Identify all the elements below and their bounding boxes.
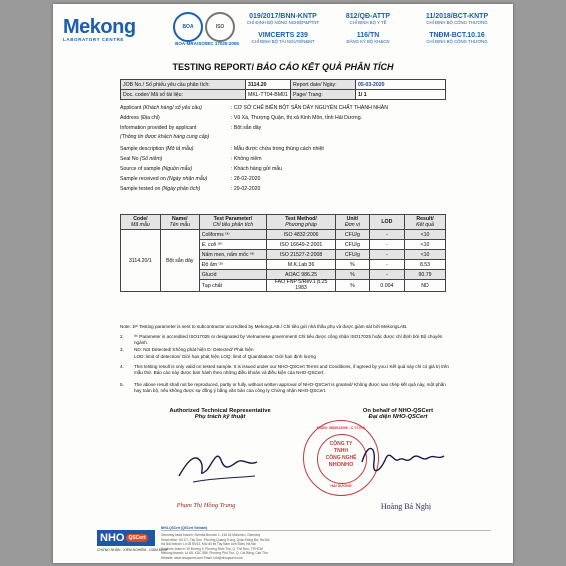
info-value: : Khách hàng gửi mẫu <box>231 166 283 172</box>
unit-cell: % <box>336 270 370 280</box>
report-title <box>53 62 513 72</box>
col-header <box>405 215 446 230</box>
footer-divider <box>161 530 491 531</box>
handwritten-signature-right <box>358 432 448 492</box>
unit-cell: % <box>336 280 370 292</box>
cert-code: 019/2017/BNN-KNTP <box>249 13 317 20</box>
seal-caption: BOA-MRA <box>175 41 197 46</box>
cert-sub: CHỈ ĐỊNH BỘ Y TẾ <box>349 20 387 25</box>
signature-subtitle: Đại diện NHO-QSCert <box>368 414 428 420</box>
cert-sub: ĐĂNG KÝ BỘ KH&CN <box>346 39 390 44</box>
info-value: : Mẫu được chứa trong thùng cách nhiệt <box>231 146 324 152</box>
col-header-en: Code/ <box>133 216 148 222</box>
col-header-vn: Chỉ tiêu phân tích <box>212 222 254 228</box>
note-text: LOD: limit of detection/ Giới hạn phát hiện LOQ: limit of Quantitation/ Giới hạn định lượng <box>134 354 316 359</box>
page-label: Page/ Trang: <box>291 90 356 100</box>
info-key-vn: (Thông tin được khách hàng cung cấp) <box>120 134 210 140</box>
results-table <box>120 214 446 292</box>
cert-code: 11/2018/BCT-KNTP <box>425 13 489 20</box>
signature-title: On behalf of NHO-QSCert <box>362 408 434 414</box>
lod-cell: - <box>369 270 404 280</box>
info-value: : Vũ Xá, Thượng Quận, thị xã Kinh Môn, tỉnh Hải Dương. <box>231 115 363 121</box>
info-key: Information provided by applicant <box>120 125 197 131</box>
unit-cell: CFU/g <box>336 250 370 260</box>
result-cell: <10 <box>405 240 446 250</box>
info-key: Sample tested on <box>120 186 162 192</box>
date-label: Report date/ Ngày: <box>291 80 356 90</box>
cert-code: TNĐM-BCT.10.16 <box>429 32 485 39</box>
col-header-en: Result/ <box>416 216 434 222</box>
param-cell: Coliforms ⁽ᵃ⁾ <box>199 230 266 240</box>
unit-cell: CFU/g <box>336 240 370 250</box>
col-header-vn: Phương pháp <box>285 222 317 228</box>
results-header-row <box>121 215 446 230</box>
col-header <box>160 215 199 230</box>
seal-caption: ISO/IEC 17025:2005 <box>197 41 239 46</box>
signer-name-right: Hoàng Bá Nghị <box>380 502 432 511</box>
col-header-vn: Mã mẫu <box>131 222 150 228</box>
col-header <box>199 215 266 230</box>
boa-seal-icon <box>173 12 203 42</box>
stamp-line: CÔNG NGHỆ <box>325 455 357 461</box>
param-cell: Độ ẩm ⁽ᵃ⁾ <box>199 260 266 270</box>
info-key: Applicant <box>120 105 142 111</box>
logo-word: Mekong <box>63 16 136 38</box>
footer-line: Hà Nội branch: Lô 08 NV03, Khu đô thị Tây Nam Linh Đàm, Hà Nội <box>161 542 256 546</box>
sample-name: Bột sắn dây <box>160 230 199 292</box>
col-header <box>369 215 404 230</box>
unit-cell: % <box>336 260 370 270</box>
info-value: : Bột sắn dây <box>231 125 262 131</box>
note-number: 3. <box>120 347 124 352</box>
cert-item <box>409 13 505 25</box>
info-key-vn: (Số niêm) <box>139 156 163 162</box>
stamp-line: NHONHO <box>328 462 354 468</box>
cert-code: VIMCERTS 239 <box>258 32 308 39</box>
cert-sub: CHỈ ĐỊNH BỘ CÔNG THƯƠNG <box>426 39 488 44</box>
footer-line: Germany head branch: Schmid-Bonnen 1, 416 44 München, Germany <box>161 533 261 537</box>
signer-name-left: Phạm Thị Hồng Trang <box>176 502 236 509</box>
date-value: 05-03-2020 <box>356 80 446 90</box>
footer <box>53 524 513 563</box>
col-header-en: Test Method/ <box>285 216 317 222</box>
table-row <box>121 230 446 240</box>
result-cell: <10 <box>405 250 446 260</box>
info-value: : Không niêm <box>231 156 262 162</box>
lod-cell: 0.004 <box>369 280 404 292</box>
col-header-vn: Kết quả <box>416 222 434 228</box>
footer-line: Head office: Số 1/7, Tây Sơn, Phường Quang Trung, Quận Đống Đa, Hà Nội <box>161 537 270 542</box>
col-header <box>336 215 370 230</box>
footer-tagline: CHỨNG NHẬN - KIỂM NGHIỆM - GIÁM ĐỊNH <box>97 548 168 552</box>
title-en: TESTING REPORT/ <box>172 62 254 72</box>
iso-seal-icon <box>205 12 235 42</box>
seal-text: ISO <box>215 24 225 30</box>
info-key: Source of sample <box>120 166 162 172</box>
note-number: Note: 1. <box>120 324 137 329</box>
info-key-vn: (Khách hàng/ số yêu cầu) <box>142 105 202 111</box>
lod-cell: - <box>369 260 404 270</box>
stamp-line: CÔNG TY <box>329 441 353 447</box>
note-text: ND: Not Detected/ Không phát hiện D: Detected/ Phát hiện <box>134 347 254 352</box>
method-cell: ISO 4832:2006 <box>267 230 336 240</box>
stamp-line: TNHH <box>334 448 348 454</box>
signature-title: Authorized Technical Representative <box>169 408 271 414</box>
result-cell: <10 <box>405 230 446 240</box>
note-text: ⁽ᵇ⁾ Parameter is accredited ISO17025 or designated by Vietnamese government/ Chỉ tiêu được công nhận ISO17025 hoặc được chỉ định bởi Bộ chuyên ngành. <box>134 334 443 345</box>
footer-brand: NHO <box>100 532 125 544</box>
cert-code: 116/TN <box>356 32 380 39</box>
result-cell: 90.79 <box>405 270 446 280</box>
col-header <box>121 215 161 230</box>
stamp-line: HẢI DƯƠNG <box>330 484 352 488</box>
col-header-en: Test Parameter/ <box>213 216 253 222</box>
info-key-vn: (Mô tả mẫu) <box>165 146 194 152</box>
note-text: This testing result is only valid on tested sample. It is issued under our NHO-QSCert Terms and Conditions, if agreed by you./ Kết quả này chỉ có giá trị trên mẫu thử. Báo cáo này được ban hành theo những điều khoản và điều kiện của NHO-QSCert. <box>134 364 449 375</box>
footer-line: Southern branch: 19 Đường 5, Phường Bình Thọ, Q. Thủ Đức, TP.HCM <box>161 546 263 551</box>
job-value: 3114.20 <box>246 80 291 90</box>
seal-text: BOA <box>182 24 194 30</box>
method-cell: FAO FNP 5/Rev.1 p.25 1983 <box>267 280 336 292</box>
doc-value: MKL-TT04-BM01 <box>246 90 291 100</box>
certifier-signature-block <box>353 408 443 420</box>
page-value: 1/ 1 <box>356 90 446 100</box>
param-cell: E. coli ⁽ᵃ⁾ <box>199 240 266 250</box>
result-cell: ND <box>405 280 446 292</box>
stamp-ring-text: MSDN: 0800512006 - C.T.T.D.A <box>316 426 366 430</box>
note-number: 4. <box>120 364 124 369</box>
footer-brand-tag: QSCert <box>128 535 146 541</box>
info-value: : 28-02-2020 <box>231 176 261 182</box>
info-key: Address (Địa chỉ) <box>120 115 160 121</box>
info-key-vn: (Ngày phân tích) <box>161 186 201 192</box>
col-header-en: Unit/ <box>346 216 359 222</box>
doc-label: Doc. coder/ Mã số tài liệu: <box>121 90 246 100</box>
note-number: 5. <box>120 382 124 387</box>
note-text: ⁽ᵃ⁾ Testing parameter is sent to subcontractor accredited by MekongLAB./ Chỉ tiêu gửi nhà thầu phụ và được giám sát bởi MekongLAB. <box>134 324 408 329</box>
cert-item <box>409 32 505 44</box>
param-cell: Tạp chất <box>199 280 266 292</box>
handwritten-signature-left <box>173 432 263 492</box>
info-value: : 29-02-2020 <box>231 186 261 192</box>
title-vn: BÁO CÁO KẾT QUẢ PHÂN TÍCH <box>256 62 394 72</box>
footer-line: Website: www.nhoqscert.com Email: info@nhoqscert.com <box>161 555 243 560</box>
cert-item <box>333 13 403 25</box>
cert-item <box>238 13 328 25</box>
info-key: Sample received on <box>120 176 168 182</box>
note-number: 2. <box>120 334 124 339</box>
job-label: JOB No./ Số phiếu yêu cầu phân tích: <box>121 80 246 90</box>
mekong-logo <box>63 16 136 42</box>
cert-sub: CHỈ ĐỊNH BỘ NÔNG NGHIỆP&PTNT <box>246 20 320 25</box>
logo-subtitle: LABORATORY CENTRE <box>63 37 125 42</box>
unit-cell: CFU/g <box>336 230 370 240</box>
cert-code: 812/QĐ-ATTP <box>345 13 391 20</box>
footer-company: NHO-QSCert (QSCert Vietnam) <box>161 526 208 530</box>
col-header-vn: Đơn vị <box>344 222 360 228</box>
col-header <box>267 215 336 230</box>
lod-cell: - <box>369 240 404 250</box>
technical-signature-block <box>165 408 275 420</box>
col-header-vn: Tên mẫu <box>169 222 191 228</box>
letterhead <box>53 4 513 56</box>
method-cell: ISO 16649-2:2001 <box>267 240 336 250</box>
cert-sub: CHỈ ĐỊNH BỘ TÀI NGUYÊN&MT <box>251 39 315 44</box>
col-header-en: LOD <box>381 219 393 225</box>
info-key: Seal No <box>120 156 140 162</box>
lod-cell: - <box>369 230 404 240</box>
note-text: The above result shall not be reproduced, partly or fully, without written approval of NHO-QSCert is granted/ Không được sao chép kết quả này, một phần hay toàn bộ, nếu không được sự đồng ý bằng văn bản của công ty Chứng nhận NHO-QSCert. <box>134 382 446 393</box>
sample-code: 3114.20/1 <box>121 230 161 292</box>
lod-cell: - <box>369 250 404 260</box>
cert-sub: CHỈ ĐỊNH BỘ CÔNG THƯƠNG <box>426 20 488 25</box>
method-cell: AOAC 986.25 <box>267 270 336 280</box>
report-page <box>53 4 513 563</box>
cert-item <box>333 32 403 44</box>
cert-item <box>238 32 328 44</box>
method-cell: M.K.Lab 36 <box>267 260 336 270</box>
col-header-en: Name/ <box>171 216 188 222</box>
param-cell: Glucid <box>199 270 266 280</box>
info-key: Sample description <box>120 146 166 152</box>
info-key-vn: (Ngày nhận mẫu) <box>167 176 208 182</box>
info-value: : CƠ SỞ CHẾ BIẾN BỘT SẮN DÂY NGUYÊN CHẤT THÀNH NHÂN <box>231 105 388 111</box>
method-cell: ISO 21527-2:2008 <box>267 250 336 260</box>
footer-line: Mekong branch: Lô A5, KDC 586, Phường Phú Thứ, Q. Cái Răng, Cần Thơ <box>161 551 268 555</box>
info-key-vn: (Nguồn mẫu) <box>161 166 193 172</box>
nho-qscert-logo <box>97 530 155 546</box>
report-meta-table <box>120 79 446 100</box>
signature-subtitle: Phụ trách kỹ thuật <box>194 414 246 420</box>
param-cell: Nấm men, nấm mốc ⁽ᵃ⁾ <box>199 250 266 260</box>
result-cell: 8.53 <box>405 260 446 270</box>
